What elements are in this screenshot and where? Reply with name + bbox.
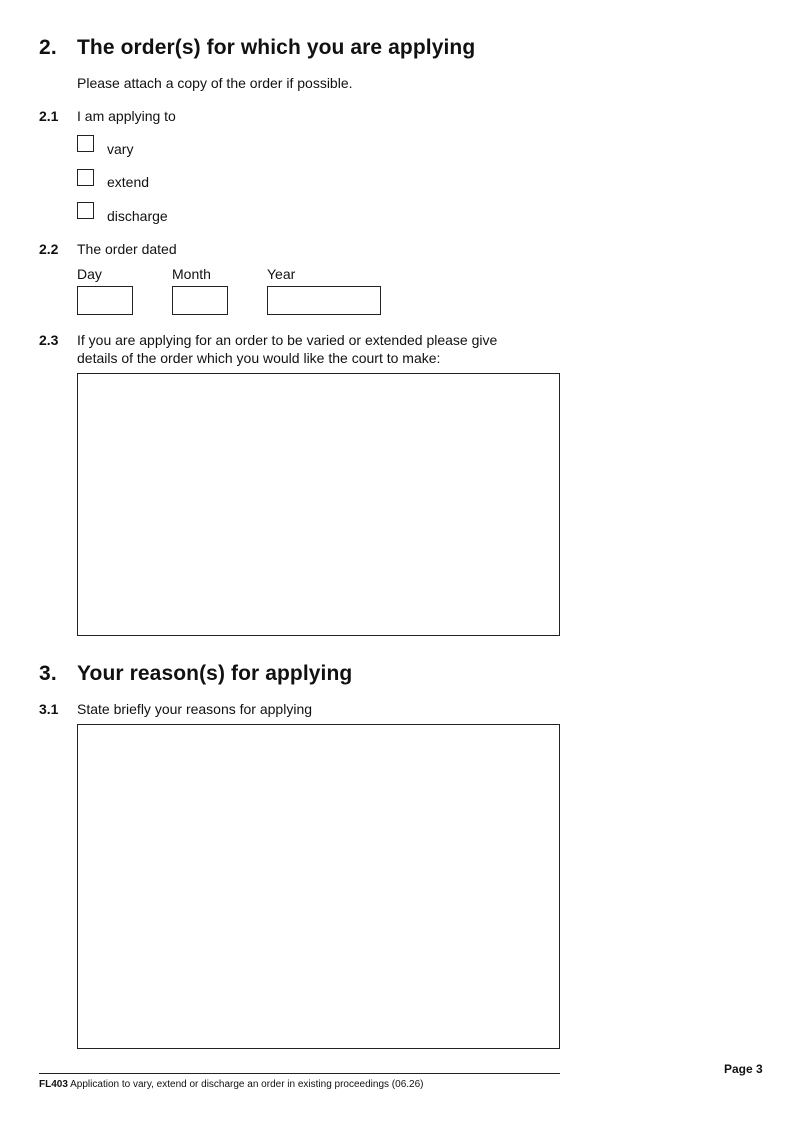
footer-text <box>39 1079 424 1090</box>
day-input[interactable] <box>77 286 133 315</box>
month-input[interactable] <box>172 286 228 315</box>
form-code: FL403 <box>39 1079 68 1090</box>
question-3-1-label: State briefly your reasons for applying <box>77 701 313 717</box>
extend-checkbox[interactable] <box>77 169 94 186</box>
year-label: Year <box>267 266 296 282</box>
question-2-1-label: I am applying to <box>77 108 176 124</box>
footer-divider <box>39 1073 560 1074</box>
day-label: Day <box>77 266 102 282</box>
question-2-3-number: 2.3 <box>39 332 59 348</box>
section-3-title: Your reason(s) for applying <box>77 662 353 685</box>
question-2-3-label-line2: details of the order which you would like the court to make: <box>77 350 441 366</box>
year-input[interactable] <box>267 286 381 315</box>
month-label: Month <box>172 266 211 282</box>
question-3-1-number: 3.1 <box>39 701 59 717</box>
section-3-number: 3. <box>39 662 57 685</box>
question-2-2-label: The order dated <box>77 241 177 257</box>
vary-checkbox[interactable] <box>77 135 94 152</box>
discharge-checkbox[interactable] <box>77 202 94 219</box>
question-2-2-number: 2.2 <box>39 241 59 257</box>
form-title: Application to vary, extend or discharge an order in existing proceedings (06.26) <box>70 1079 424 1090</box>
extend-option-label: extend <box>107 174 150 190</box>
discharge-option-label: discharge <box>107 208 168 224</box>
question-2-1-number: 2.1 <box>39 108 59 124</box>
section-2-title: The order(s) for which you are applying <box>77 36 476 59</box>
section-2-number: 2. <box>39 36 57 59</box>
vary-option-label: vary <box>107 141 134 157</box>
page-number: Page 3 <box>724 1062 763 1076</box>
question-2-3-label-line1: If you are applying for an order to be varied or extended please give <box>77 332 498 348</box>
reasons-textarea[interactable] <box>77 724 560 1049</box>
order-details-textarea[interactable] <box>77 373 560 636</box>
section-2-intro: Please attach a copy of the order if possible. <box>77 75 353 91</box>
